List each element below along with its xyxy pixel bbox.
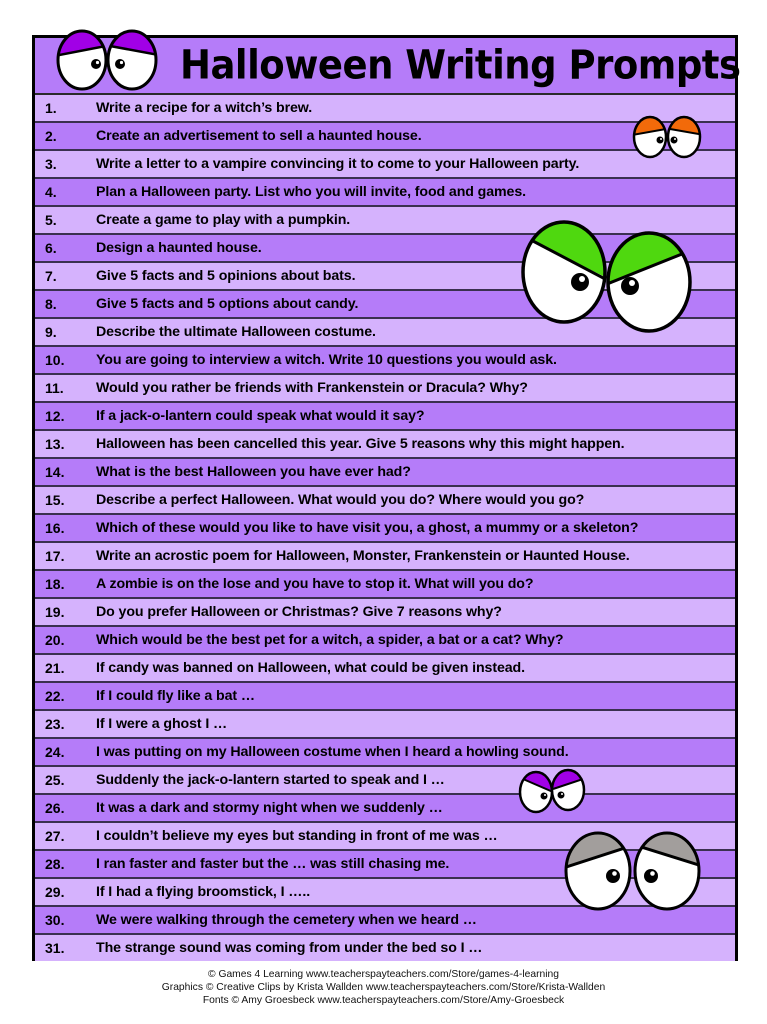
- prompt-row: [35, 431, 735, 459]
- prompt-text: We were walking through the cemetery when we heard …: [96, 912, 477, 928]
- prompt-text: I was putting on my Halloween costume when I heard a howling sound.: [96, 744, 569, 760]
- prompt-text: Write a letter to a vampire convincing it to come to your Halloween party.: [96, 156, 580, 172]
- prompt-text: Write an acrostic poem for Halloween, Monster, Frankenstein or Haunted House.: [96, 548, 630, 564]
- prompt-row: [35, 515, 735, 543]
- prompt-row: [35, 935, 735, 961]
- credits-footer: [0, 968, 767, 1007]
- prompt-row: [35, 459, 735, 487]
- prompt-number: 10.: [45, 352, 65, 368]
- prompt-text: Which of these would you like to have visit you, a ghost, a mummy or a skeleton?: [96, 520, 639, 536]
- prompt-number: 4.: [45, 184, 57, 200]
- prompt-number: 1.: [45, 100, 57, 116]
- prompt-text: Do you prefer Halloween or Christmas? Give 7 reasons why?: [96, 604, 502, 620]
- credit-line-games4learning: © Games 4 Learning www.teacherspayteachers.com/Store/games-4-learning: [208, 969, 559, 980]
- prompt-text: Halloween has been cancelled this year. Give 5 reasons why this might happen.: [96, 436, 625, 452]
- prompt-row: [35, 263, 735, 291]
- prompt-number: 3.: [45, 156, 57, 172]
- prompt-number: 30.: [45, 912, 65, 928]
- prompt-text: Plan a Halloween party. List who you will invite, food and games.: [96, 184, 526, 200]
- prompt-text: I ran faster and faster but the … was still chasing me.: [96, 856, 450, 872]
- prompt-text: You are going to interview a witch. Write 10 questions you would ask.: [96, 352, 557, 368]
- prompt-list: [35, 95, 735, 961]
- prompt-number: 26.: [45, 800, 65, 816]
- prompt-number: 22.: [45, 688, 65, 704]
- prompt-row: [35, 487, 735, 515]
- prompt-number: 5.: [45, 212, 57, 228]
- prompt-number: 2.: [45, 128, 57, 144]
- prompt-number: 17.: [45, 548, 65, 564]
- prompt-row: [35, 235, 735, 263]
- prompt-number: 6.: [45, 240, 57, 256]
- prompt-text: Which would be the best pet for a witch, a spider, a bat or a cat? Why?: [96, 632, 564, 648]
- prompt-text: What is the best Halloween you have ever had?: [96, 464, 411, 480]
- worksheet-header: [35, 38, 741, 95]
- prompt-text: It was a dark and stormy night when we suddenly …: [96, 800, 443, 816]
- prompt-row: [35, 711, 735, 739]
- prompt-row: [35, 655, 735, 683]
- prompt-text: Create an advertisement to sell a haunted house.: [96, 128, 422, 144]
- prompt-row: [35, 151, 735, 179]
- credit-line-fonts: Fonts © Amy Groesbeck www.teacherspayteachers.com/Store/Amy-Groesbeck: [202, 995, 565, 1006]
- prompt-row: [35, 907, 735, 935]
- prompt-row: [35, 543, 735, 571]
- prompt-number: 15.: [45, 492, 65, 508]
- prompt-row: [35, 879, 735, 907]
- prompt-text: If I were a ghost I …: [96, 716, 228, 732]
- prompt-number: 16.: [45, 520, 65, 536]
- prompt-number: 23.: [45, 716, 65, 732]
- prompt-text: Give 5 facts and 5 opinions about bats.: [96, 268, 356, 284]
- prompt-row: [35, 767, 735, 795]
- prompt-text: Create a game to play with a pumpkin.: [96, 212, 351, 228]
- prompt-number: 24.: [45, 744, 65, 760]
- prompt-text: The strange sound was coming from under the bed so I …: [96, 940, 483, 956]
- prompt-number: 11.: [45, 380, 64, 396]
- worksheet-frame: [32, 35, 741, 961]
- prompt-number: 14.: [45, 464, 65, 480]
- prompt-text: Design a haunted house.: [96, 240, 262, 256]
- prompt-number: 21.: [45, 660, 65, 676]
- prompt-text: A zombie is on the lose and you have to stop it. What will you do?: [96, 576, 534, 592]
- prompt-number: 20.: [45, 632, 65, 648]
- prompt-number: 28.: [45, 856, 65, 872]
- prompt-text: I couldn’t believe my eyes but standing in front of me was …: [96, 828, 498, 844]
- prompt-row: [35, 207, 735, 235]
- prompt-row: [35, 319, 735, 347]
- prompt-text: Describe a perfect Halloween. What would you do? Where would you go?: [96, 492, 585, 508]
- prompt-number: 31.: [45, 940, 65, 956]
- prompt-text: If candy was banned on Halloween, what could be given instead.: [96, 660, 525, 676]
- prompt-row: [35, 291, 735, 319]
- page-title: Halloween Writing Prompts: [180, 42, 741, 89]
- prompt-row: [35, 851, 735, 879]
- prompt-number: 13.: [45, 436, 65, 452]
- prompt-number: 7.: [45, 268, 57, 284]
- credit-line-graphics: Graphics © Creative Clips by Krista Wallden www.teacherspayteachers.com/Store/Krista-Wallden: [161, 982, 606, 993]
- prompt-row: [35, 179, 735, 207]
- prompt-row: [35, 123, 735, 151]
- prompt-row: [35, 571, 735, 599]
- prompt-row: [35, 403, 735, 431]
- prompt-number: 8.: [45, 296, 57, 312]
- prompt-row: [35, 95, 735, 123]
- prompt-text: Suddenly the jack-o-lantern started to speak and I …: [96, 772, 445, 788]
- prompt-row: [35, 627, 735, 655]
- prompt-text: Write a recipe for a witch’s brew.: [96, 100, 313, 116]
- prompt-text: Describe the ultimate Halloween costume.: [96, 324, 376, 340]
- prompt-text: If I could fly like a bat …: [96, 688, 255, 704]
- prompt-row: [35, 599, 735, 627]
- prompt-number: 12.: [45, 408, 65, 424]
- prompt-text: If a jack-o-lantern could speak what would it say?: [96, 408, 425, 424]
- prompt-row: [35, 347, 735, 375]
- prompt-number: 19.: [45, 604, 65, 620]
- prompt-row: [35, 739, 735, 767]
- prompt-number: 29.: [45, 884, 65, 900]
- prompt-text: Would you rather be friends with Frankenstein or Dracula? Why?: [96, 380, 528, 396]
- prompt-text: If I had a flying broomstick, I …..: [96, 884, 311, 900]
- prompt-number: 27.: [45, 828, 65, 844]
- prompt-row: [35, 375, 735, 403]
- prompt-number: 18.: [45, 576, 65, 592]
- prompt-row: [35, 823, 735, 851]
- prompt-text: Give 5 facts and 5 options about candy.: [96, 296, 359, 312]
- prompt-number: 25.: [45, 772, 65, 788]
- prompt-row: [35, 795, 735, 823]
- prompt-number: 9.: [45, 324, 57, 340]
- prompt-row: [35, 683, 735, 711]
